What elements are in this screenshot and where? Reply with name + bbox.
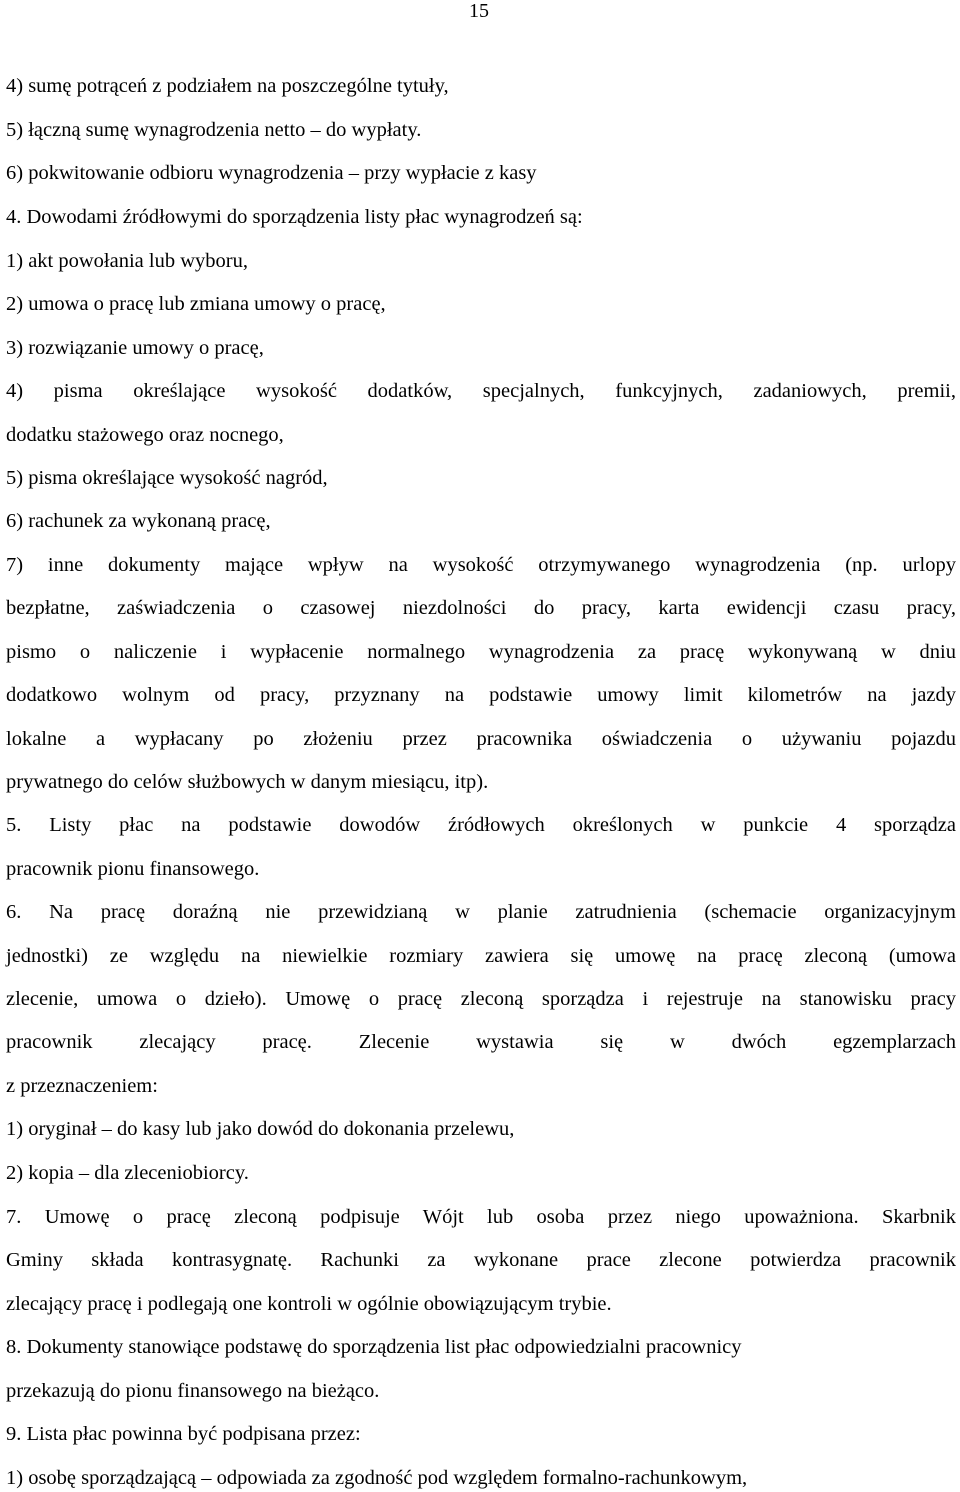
text-line: 7. Umowę o pracę zleconą podpisuje Wójt lub osoba przez niego upoważniona. Skarbnik <box>6 1206 956 1228</box>
text-line: 7) inne dokumenty mające wpływ na wysokość otrzymywanego wynagrodzenia (np. urlopy <box>6 554 956 576</box>
text-line: 3) rozwiązanie umowy o pracę, <box>6 337 264 359</box>
text-line: prywatnego do celów służbowych w danym miesiącu, itp). <box>6 771 489 793</box>
text-line: 1) oryginał – do kasy lub jako dowód do dokonania przelewu, <box>6 1118 515 1140</box>
page-number: 15 <box>469 0 489 22</box>
text-line: 5) pisma określające wysokość nagród, <box>6 467 328 489</box>
text-line: 6) pokwitowanie odbioru wynagrodzenia – przy wypłacie z kasy <box>6 162 537 184</box>
text-line: lokalne a wypłacany po złożeniu przez pracownika oświadczenia o używaniu pojazdu <box>6 728 956 750</box>
text-line: 1) osobę sporządzającą – odpowiada za zgodność pod względem formalno-rachunkowym, <box>6 1467 748 1489</box>
text-line: 6. Na pracę doraźną nie przewidzianą w planie zatrudnienia (schemacie organizacyjnym <box>6 901 956 923</box>
text-line: z przeznaczeniem: <box>6 1075 158 1097</box>
text-line: 5) łączną sumę wynagrodzenia netto – do wypłaty. <box>6 119 422 141</box>
text-line: 8. Dokumenty stanowiące podstawę do sporządzenia list płac odpowiedzialni pracownicy <box>6 1336 742 1358</box>
text-line: zlecający pracę i podlegają one kontroli w ogólnie obowiązującym trybie. <box>6 1293 612 1315</box>
text-line: dodatkowo wolnym od pracy, przyznany na podstawie umowy limit kilometrów na jazdy <box>6 684 956 706</box>
text-line: Gminy składa kontrasygnatę. Rachunki za wykonane prace zlecone potwierdza pracownik <box>6 1249 956 1271</box>
text-line: 5. Listy płac na podstawie dowodów źródłowych określonych w punkcie 4 sporządza <box>6 814 956 836</box>
text-line: przekazują do pionu finansowego na bieżąco. <box>6 1380 380 1402</box>
text-line: pracownik pionu finansowego. <box>6 858 260 880</box>
text-line: 2) umowa o pracę lub zmiana umowy o pracę, <box>6 293 386 315</box>
text-line: 9. Lista płac powinna być podpisana przez: <box>6 1423 361 1445</box>
text-line: 4) sumę potrąceń z podziałem na poszczególne tytuły, <box>6 75 449 97</box>
text-line: 4. Dowodami źródłowymi do sporządzenia listy płac wynagrodzeń są: <box>6 206 583 228</box>
text-line: 1) akt powołania lub wyboru, <box>6 250 248 272</box>
text-line: jednostki) ze względu na niewielkie rozmiary zawiera się umowę na pracę zleconą (umowa <box>6 945 956 967</box>
text-line: dodatku stażowego oraz nocnego, <box>6 424 284 446</box>
text-line: 2) kopia – dla zleceniobiorcy. <box>6 1162 249 1184</box>
text-line: 4) pisma określające wysokość dodatków, specjalnych, funkcyjnych, zadaniowych, premii, <box>6 380 956 402</box>
text-line: zlecenie, umowa o dzieło). Umowę o pracę zleconą sporządza i rejestruje na stanowisku pracy <box>6 988 956 1010</box>
text-line: pismo o naliczenie i wypłacenie normalnego wynagrodzenia za pracę wykonywaną w dniu <box>6 641 956 663</box>
text-line: 6) rachunek za wykonaną pracę, <box>6 510 271 532</box>
text-line: pracownik zlecający pracę. Zlecenie wystawia się w dwóch egzemplarzach <box>6 1031 956 1053</box>
text-line: bezpłatne, zaświadczenia o czasowej niezdolności do pracy, karta ewidencji czasu pracy, <box>6 597 956 619</box>
